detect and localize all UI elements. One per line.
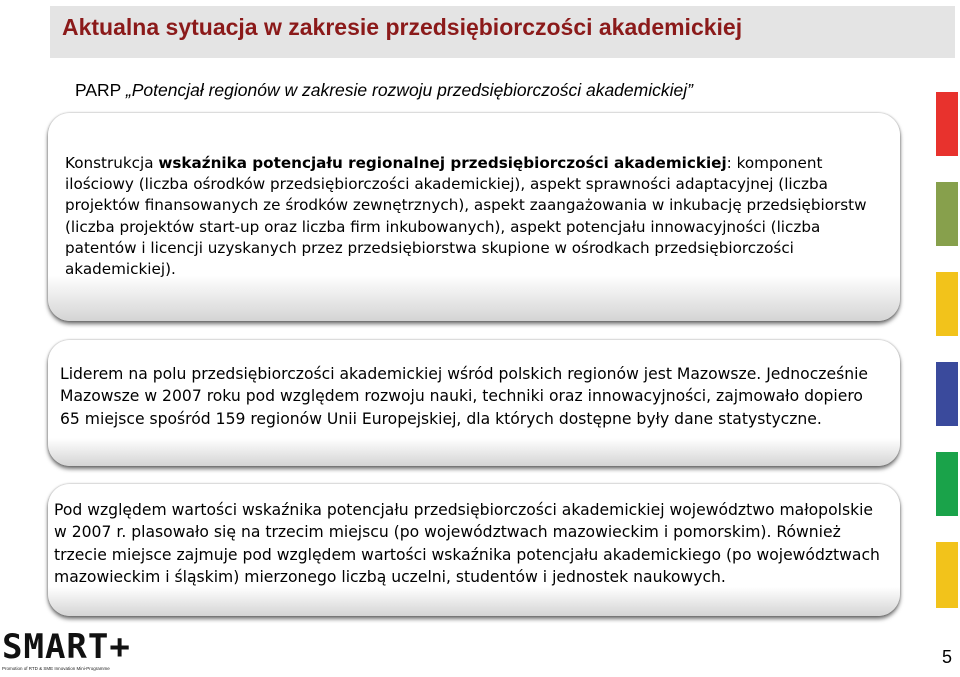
logo-wordmark: SMART+	[2, 627, 131, 667]
color-sidebar-yellow	[936, 272, 958, 336]
logo-tagline: Promotion of RTD & SME Innovation Mini-Programme	[2, 666, 110, 671]
color-sidebar-yellow-2	[936, 542, 958, 608]
slide-title: Aktualna sytuacja w zakresie przedsiębiorczości akademickiej	[62, 14, 743, 40]
mazowsze-leader-box	[48, 340, 900, 466]
indicator-definition-text	[65, 153, 886, 280]
definition-lead: Konstrukcja	[65, 154, 159, 172]
definition-body: : komponent ilościowy (liczba ośrodków przedsiębiorczości akademickiej), aspekt sprawności adaptacyjnej (liczba projektów finansowanych ze środków zewnętrznych), aspekt zaangażowania w inkubację przedsiębiorstw (liczba projektów start-up oraz liczba firm inkubowanych), aspekt potencjału innowacyjności (liczba patentów i licencji uzyskanych przez przedsiębiorstwa skupione w ośrodkach przedsiębiorczości akademickiej).	[65, 154, 867, 279]
color-sidebar-red	[936, 92, 958, 156]
page-number: 5	[941, 647, 952, 667]
color-sidebar-olive	[936, 182, 958, 246]
mazowsze-leader-text: Liderem na polu przedsiębiorczości akademickiej wśród polskich regionów jest Mazowsze. Jednocześnie Mazowsze w 2007 roku pod względem rozwoju nauki, techniki oraz innowacyjności, zajmowało dopiero 65 miejsce spośród 159 regionów Unii Europejskiej, dla których dostępne były dane statystyczne.	[60, 365, 869, 428]
smart-plus-logo	[2, 627, 142, 676]
indicator-definition-box	[48, 113, 900, 321]
malopolska-ranking-box	[48, 484, 900, 616]
subtitle-report-name: „Potencjał regionów w zakresie rozwoju przedsiębiorczości akademickiej”	[125, 80, 693, 100]
definition-bold: wskaźnika potencjału regionalnej przedsiębiorczości akademickiej	[158, 154, 727, 172]
malopolska-ranking-text: Pod względem wartości wskaźnika potencjału przedsiębiorczości akademickiej województwo małopolskie w 2007 r. plasowało się na trzecim miejscu (po województwach mazowieckim i pomorskim). Również trzecie miejsce zajmuje pod względem wartości wskaźnika potencjału akademickiego (po województwach mazowieckim i śląskim) mierzonego liczbą uczelni, studentów i jednostek naukowych.	[54, 501, 880, 587]
subtitle-prefix: PARP	[75, 80, 126, 100]
color-sidebar-blue	[936, 362, 958, 426]
slide-subtitle	[75, 80, 693, 101]
color-sidebar-green	[936, 452, 958, 516]
